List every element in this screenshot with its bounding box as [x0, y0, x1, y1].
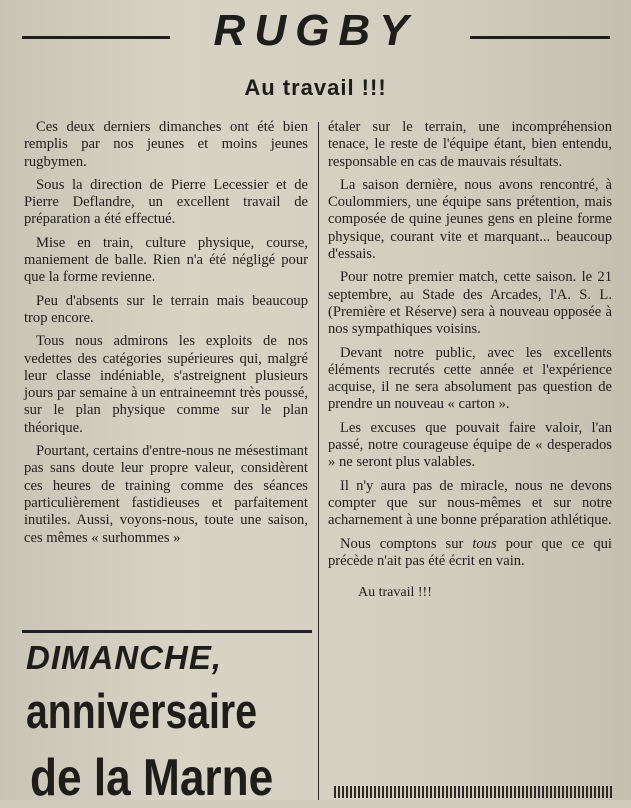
paragraph: Pour notre premier match, cette saison. le 21 septembre, au Stade des Arcades, l'A. S. L. (Première et Réserve) sera à nouveau opposée à nos sympathiques voisins.: [328, 269, 612, 338]
advert-top-rule: [22, 630, 312, 633]
paragraph: Tous nous admirons les exploits de nos vedettes des catégories supérieures qui, malgré leur classe indéniable, s'astreignent plusieurs jours par semaine à un entraineemnt très poussé, sur le plan physique comme sur le plan théorique.: [24, 333, 308, 436]
final-text-emphasis: tous: [472, 535, 497, 552]
article-closing: Au travail !!!: [358, 585, 432, 601]
article-headline: Au travail !!!: [244, 75, 387, 100]
paragraph: Il n'y aura pas de miracle, nous ne devons compter que sur nous-mêmes et sur notre acharnement à une bonne préparation athlétique.: [328, 477, 612, 529]
final-text-before: Nous comptons sur: [340, 535, 473, 552]
section-title: RUGBY: [213, 6, 418, 55]
paragraph: Devant notre public, avec les excellents éléments recrutés cette année et l'expérience acquise, il ne sera absolument pas question de prendre un nouveau « carton ».: [328, 344, 612, 413]
advert-line-dimanche: DIMANCHE,: [26, 639, 222, 676]
paragraph-continuation: étaler sur le terrain, une incompréhension tenace, le reste de l'équipe étant, bien entendu, responsable en cas de mauvais résultats.: [328, 119, 612, 170]
advert-line-anniversaire: anniversaire: [26, 685, 257, 739]
adjacent-article-rule: [334, 786, 612, 798]
advert-line-marne: de la Marne: [30, 749, 274, 807]
final-text-after: pour que ce qui précède n'ait pas été écrit en vain.: [328, 535, 612, 569]
paragraph-final: [328, 536, 612, 571]
article-column-right: [328, 119, 612, 607]
paragraph: Ces deux derniers dimanches ont été bien remplis par nos jeunes et moins jeunes rugbymen.: [24, 119, 308, 170]
column-divider: [318, 122, 319, 800]
paragraph: Peu d'absents sur le terrain mais beaucoup trop encore.: [24, 292, 308, 326]
paragraph: Mise en train, culture physique, course, maniement de balle. Rien n'a été négligé pour que la forme revienne.: [24, 234, 308, 286]
paragraph: La saison dernière, nous avons rencontré, à Coulommiers, une équipe sans prétention, mais composée de quine jeunes gens en pleine forme physique, courant vite et marquant... beaucoup d'essais.: [328, 176, 612, 263]
paragraph: Les excuses que pouvait faire valoir, l'an passé, notre courageuse équipe de « desperados » ne seront plus valables.: [328, 419, 612, 471]
paragraph: Pourtant, certains d'entre-nous ne mésestimant pas sans doute leur propre valeur, considèrent ces heures de training comme des séances particulièrement fastidieuses et parfaitement inutiles. Aussi, voyons-nous, toute une saison, ces mêmes « surhommes »: [24, 443, 308, 546]
article-column-left: [24, 119, 308, 553]
paragraph: Sous la direction de Pierre Lecessier et de Pierre Deflandre, un excellent travail de préparation a été effectué.: [24, 176, 308, 228]
